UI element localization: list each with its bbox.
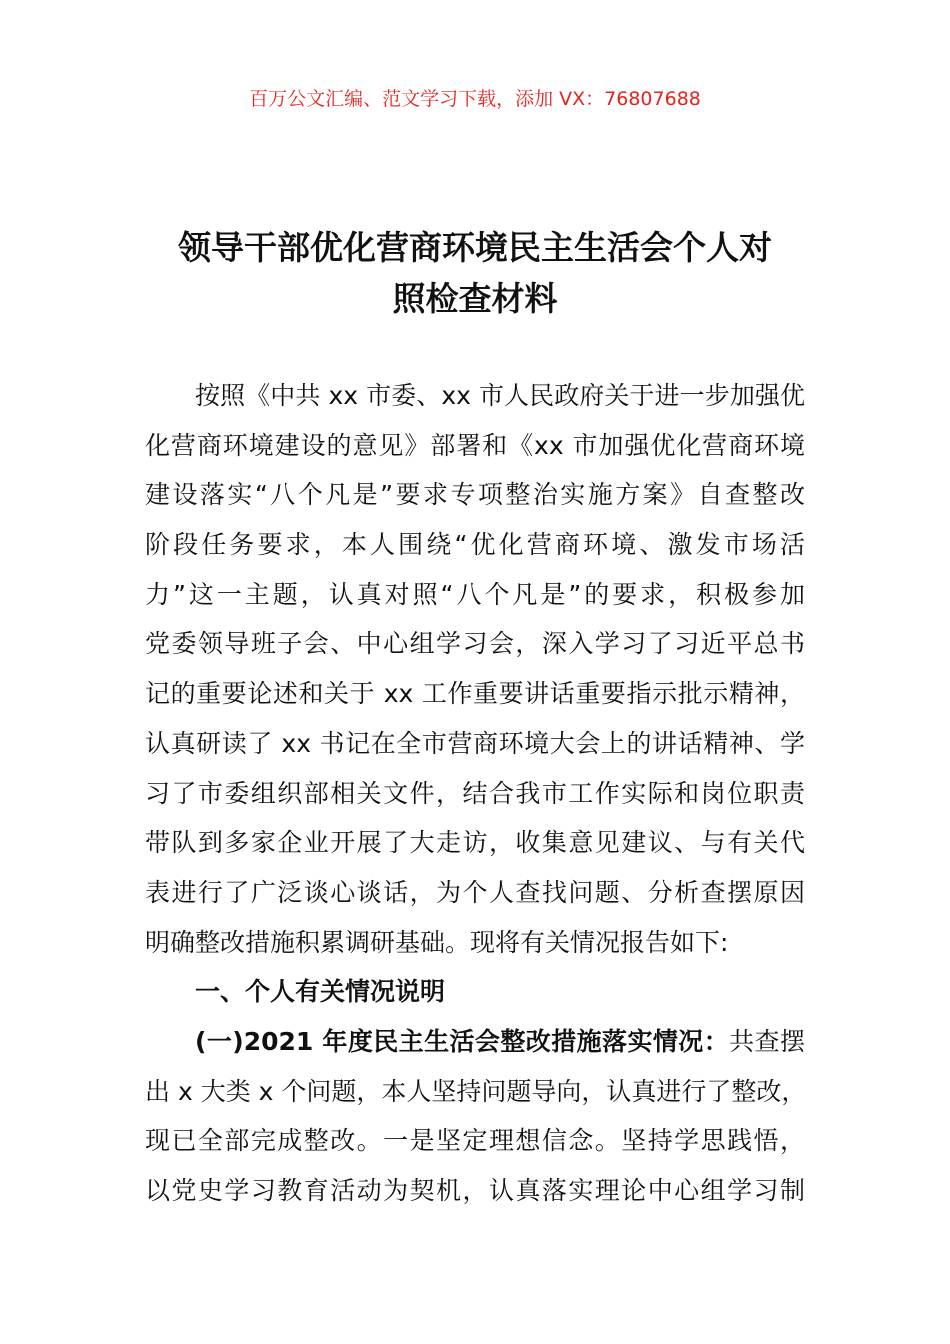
paragraph-line: 力”这一主题，认真对照“八个凡是”的要求，积极参加	[145, 579, 805, 609]
title-line: 照检查材料	[392, 279, 558, 318]
paragraph-line: 以党史学习教育活动为契机，认真落实理论中心组学习制	[145, 1176, 805, 1205]
paragraph-line: 表进行了广泛谈心谈话，为个人查找问题、分析查摆原因	[145, 877, 805, 907]
document-body	[145, 371, 805, 1216]
document-title	[120, 222, 830, 324]
paragraph-line: 化营商环境建设的意见》部署和《xx 市加强优化营商环境	[145, 430, 805, 460]
subsection-first-line	[145, 1017, 805, 1067]
paragraph-line: 党委领导班子会、中心组学习会，深入学习了习近平总书	[145, 629, 805, 659]
paragraph-line: 阶段任务要求，本人围绕“优化营商环境、激发市场活	[145, 530, 805, 560]
title-line: 领导干部优化营商环境民主生活会个人对	[178, 228, 772, 267]
paragraph-line: 认真研读了 xx 书记在全市营商环境大会上的讲话精神、学	[145, 728, 805, 758]
paragraph-line: 按照《中共 xx 市委、xx 市人民政府关于进一步加强优	[195, 381, 805, 410]
paragraph-line: 明确整改措施积累调研基础。现将有关情况报告如下:	[145, 927, 729, 957]
paragraph-line: 记的重要论述和关于 xx 工作重要讲话重要指示批示精神，	[145, 679, 805, 709]
section-heading	[145, 967, 805, 1017]
paragraph-line: 出 x 大类 x 个问题，本人坚持问题导向，认真进行了整改，	[145, 1076, 807, 1106]
paragraph-line: 习了市委组织部相关文件，结合我市工作实际和岗位职责	[145, 778, 805, 808]
paragraph-line: 带队到多家企业开展了大走访，收集意见建议、与有关代	[145, 828, 805, 858]
subsection-text: 共查摆	[729, 1026, 805, 1056]
paragraph-line: 建设落实“八个凡是”要求专项整治实施方案》自查整改	[145, 480, 805, 510]
download-banner: 百万公文汇编、范文学习下载，添加 VX：76807688	[249, 88, 701, 110]
subsection-heading: (一)2021 年度民主生活会整改措施落实情况：	[195, 1026, 730, 1056]
section-heading-text: 一、个人有关情况说明	[195, 977, 446, 1007]
paragraph-line: 现已全部完成整改。一是坚定理想信念。坚持学思践悟，	[145, 1126, 805, 1156]
